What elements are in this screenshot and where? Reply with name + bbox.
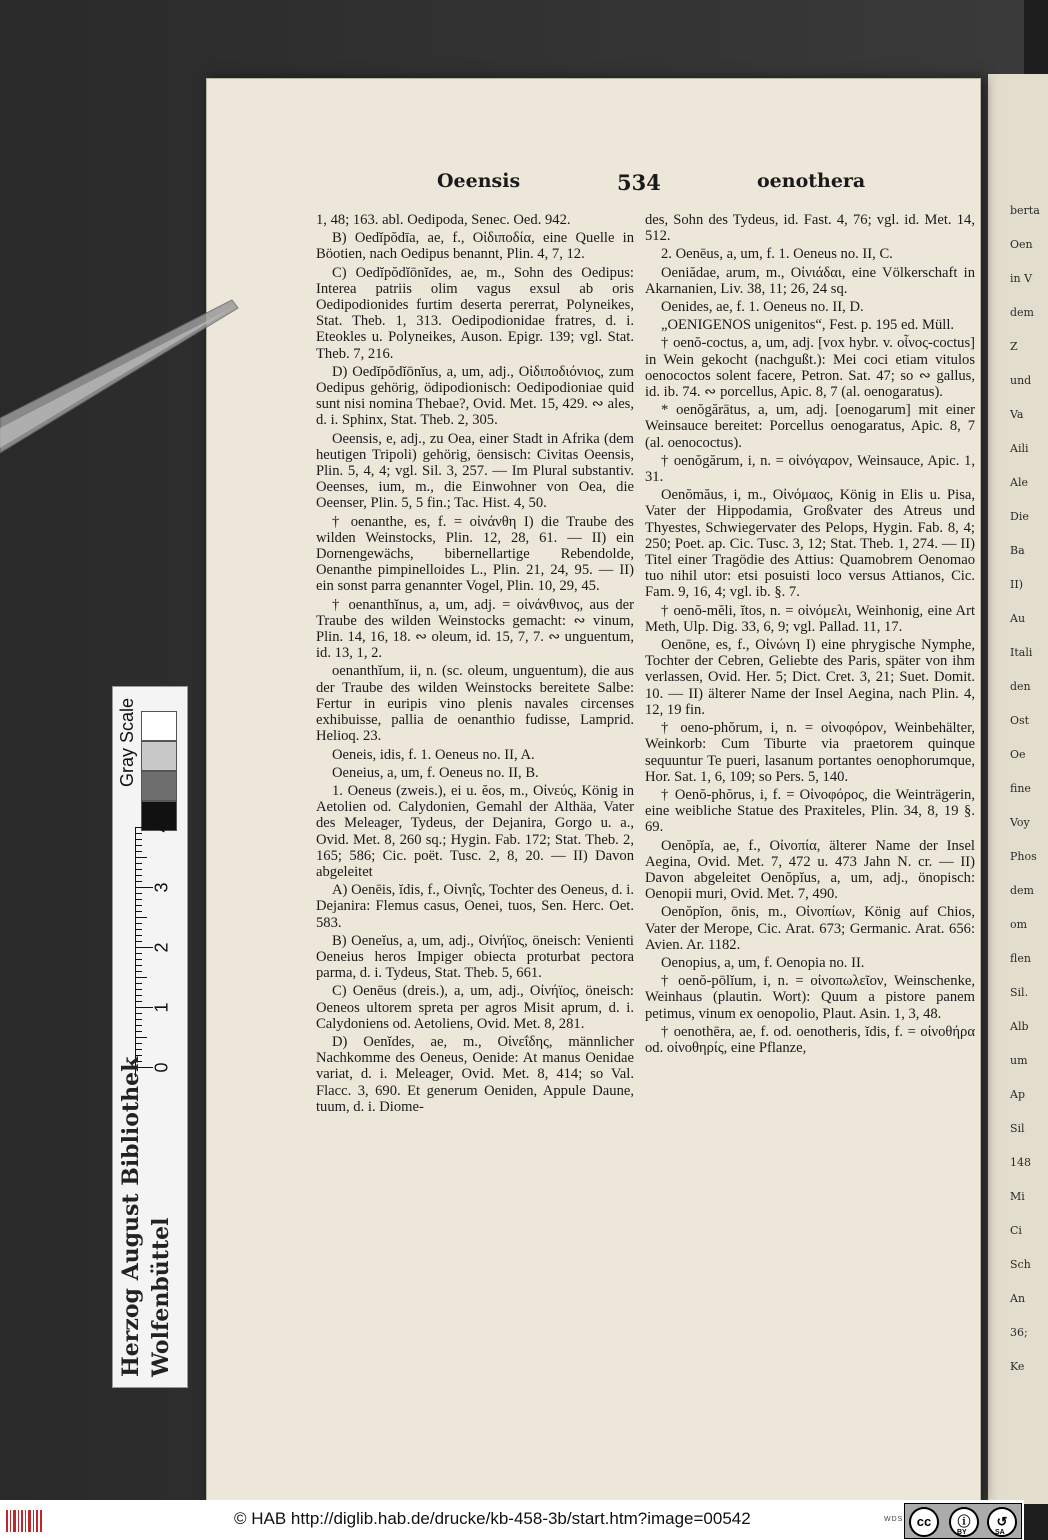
next-page-fragment: Oe <box>1010 748 1026 761</box>
sa-caption: SA <box>995 1529 1005 1536</box>
gray-swatch <box>141 771 177 801</box>
next-page-fragment: Ba <box>1010 544 1025 557</box>
ruler-tick <box>135 971 142 972</box>
next-page-fragment: Z <box>1010 340 1018 353</box>
next-page-fragment: Oen <box>1010 238 1033 251</box>
next-page-fragment: II) <box>1010 578 1023 591</box>
dictionary-entry: B) Oedĭpŏdīa, ae, f., Οἰδιποδία, eine Quelle in Böotien, nach Oedipus benannt, Plin. 4, 7, 12. <box>316 230 634 263</box>
ruler-tick <box>135 833 142 834</box>
ruler-tick <box>135 845 142 846</box>
ruler-tick <box>135 1049 142 1050</box>
ruler-tick <box>135 857 147 858</box>
ruler-line <box>135 827 136 1077</box>
next-page-fragment: dem <box>1010 306 1034 319</box>
next-page-fragment: fine <box>1010 782 1031 795</box>
ruler-number: 0 <box>151 1062 172 1073</box>
by-caption: BY <box>957 1529 967 1536</box>
dictionary-entry: † oenothēra, ae, f. od. oenotheris, ĭdis, f. = οἰνοθήρα od. οἰνοθηρίς, eine Pflanze, <box>645 1023 975 1056</box>
next-page-fragment: 148 <box>1010 1156 1031 1169</box>
gray-scale-card <box>112 686 188 1388</box>
dictionary-entry: C) Oenēus (dreis.), a, um, adj., Οἰνήϊος, öneisch: Oeneos ultorem spreta per agros Misit aprum, d. i. Calydoniens od. Aetoliens, Ovid. Met. 8, 281. <box>316 983 634 1032</box>
gray-swatches <box>141 711 175 823</box>
ruler-tick <box>135 953 142 954</box>
gray-swatch <box>141 741 177 771</box>
ruler-tick <box>135 1001 142 1002</box>
dictionary-entry: 1. Oeneus (zweis.), ei u. ĕos, m., Οἰνεύς, König in Aetolien od. Calydonien, Gemahl der Althäa, Vater des Meleager, Tydeus, der Dejanira, Gorgo u. a., Ovid. Met. 8, 260 sq.; Hygin. Fab. 172; Stat. Theb. 2, 165; 586; Cic. poët. Tusc. 2, 8, 20. — II) Davon abgeleitet <box>316 782 634 880</box>
next-page-fragment: Sch <box>1010 1258 1031 1271</box>
ruler-number: 1 <box>151 1002 172 1013</box>
dictionary-entry: Oeneis, idis, f. 1. Oeneus no. II, A. <box>332 746 535 763</box>
library-name <box>112 1056 186 1387</box>
dictionary-entry: 1, 48; 163. abl. Oedipoda, Senec. Oed. 942. <box>316 212 571 228</box>
ruler-tick <box>135 947 153 948</box>
dictionary-entry: † oenŏ-mĕli, ĭtos, n. = οἰνόμελι, Weinhonig, eine Art Meth, Ulp. Dig. 33, 6, 9; vgl. Pallad. 11, 17. <box>645 602 975 635</box>
ruler-tick <box>135 923 142 924</box>
dictionary-entry: Oeensis, e, adj., zu Oea, einer Stadt in Afrika (dem heutigen Tripoli) gehörig, öensisch: Civitas Oeensis, Plin. 5, 4, 4; vgl. Sil. 3, 257. — Im Plural substantiv. Oeenses, ium, m., die Einwohner von Oea, die Oeenser, Plin. 5, 5 fin.; Tac. Hist. 4, 50. <box>316 430 634 512</box>
next-page-fragment: Ke <box>1010 1360 1025 1373</box>
dictionary-entry: Oenŏpĭon, ōnis, m., Οἰνοπίων, König auf Chios, Vater der Merope, Cic. Arat. 673; Germanic. Arat. 656: Avien. Ar. 1182. <box>645 904 975 953</box>
next-page-fragment: um <box>1010 1054 1028 1067</box>
next-page-fragment: flen <box>1010 952 1031 965</box>
next-page-fragment: Va <box>1010 408 1024 421</box>
sa-icon: ↺ <box>987 1507 1017 1537</box>
dictionary-entry: * oenŏgărātus, a, um, adj. [oenogarum] mit einer Weinsauce bereitet: Porcellus oenogaratus, Apic. 8, 7 (al. oenococtus). <box>645 402 975 451</box>
next-page-fragment: Ost <box>1010 714 1030 727</box>
dictionary-entry: 2. Oenēus, a, um, f. 1. Oeneus no. II, C. <box>661 246 893 263</box>
page-number: 534 <box>617 170 661 195</box>
dictionary-entry: Oenopius, a, um, f. Oenopia no. II. <box>661 954 865 971</box>
gray-swatch <box>141 711 177 741</box>
ruler-tick <box>135 1037 147 1038</box>
by-icon: ⓘ <box>949 1507 979 1537</box>
ruler-tick <box>135 827 153 828</box>
dictionary-entry: † oenŏgărum, i, n. = οἰνόγαρον, Weinsauce, Apic. 1, 31. <box>645 452 975 486</box>
ruler-tick <box>135 893 142 894</box>
ruler-tick <box>135 851 142 852</box>
ruler-tick <box>135 875 142 876</box>
ruler-tick <box>135 881 142 882</box>
ruler-tick <box>135 977 147 978</box>
next-page-fragment: dem <box>1010 884 1034 897</box>
next-page-fragment: Voy <box>1010 816 1030 829</box>
library-line-1: Herzog August Bibliothek <box>118 1056 144 1377</box>
next-page-fragment: Phos <box>1010 850 1037 863</box>
next-page-fragment: Au <box>1010 612 1026 625</box>
ruler-tick <box>135 899 142 900</box>
library-line-2: Wolfenbüttel <box>148 1217 174 1377</box>
ruler-number: 3 <box>151 882 172 893</box>
ruler-tick <box>135 905 142 906</box>
ruler-tick <box>135 935 142 936</box>
next-page-fragment: berta <box>1010 204 1040 217</box>
dictionary-entry: Oenōne, es, f., Οἰνώνη I) eine phrygische Nymphe, Tochter der Cebren, Geliebte des Paris, später von ihm verlassen, Ovid. Her. 5; Dict. Cret. 3, 21; Suet. Domit. 10. — II) älterer Name der Insel Aegina, nach Plin. 4, 12, 19 fin. <box>645 637 975 718</box>
ruler-number: 2 <box>151 942 172 953</box>
footer-small-mark: WDS <box>884 1516 904 1523</box>
ruler-tick <box>135 1007 153 1008</box>
ruler-tick <box>135 1013 142 1014</box>
dictionary-entry: A) Oenēis, ĭdis, f., Οἰνηΐς, Tochter des Oeneus, d. i. Dejanira: Flemus casus, Oenei, tuos, Sen. Herc. Oet. 583. <box>316 882 634 931</box>
ruler-tick <box>135 863 142 864</box>
dictionary-entry: Oenŏpĭa, ae, f., Οἰνοπία, älterer Name der Insel Aegina, Ovid. Met. 7, 472 u. 473 Jahn N. cr. — II) Davon abgeleitet Oenŏpĭus, a, um, adj., önopisch: Oenopii muri, Ovid. Met. 7, 490. <box>645 837 975 903</box>
next-page-fragment: Aili <box>1010 442 1029 455</box>
dictionary-entry: Oenides, ae, f. 1. Oeneus no. II, D. <box>661 299 864 316</box>
ruler-tick <box>135 1019 142 1020</box>
ruler-tick <box>135 911 142 912</box>
gray-scale-label: Gray Scale <box>117 697 137 787</box>
copyright-url[interactable]: © HAB http://diglib.hab.de/drucke/kb-458-3b/start.htm?image=00542 <box>234 1509 751 1528</box>
next-page-fragment: Sil. <box>1010 986 1029 999</box>
header-right-word: oenothera <box>757 170 866 192</box>
next-page-fragment: An <box>1010 1292 1026 1305</box>
next-page-fragment: Sil <box>1010 1122 1025 1135</box>
next-page-fragment: om <box>1010 918 1028 931</box>
barcode-icon <box>6 1510 42 1532</box>
ruler-tick <box>135 1031 142 1032</box>
next-page-fragment: 36; <box>1010 1326 1028 1339</box>
next-page-fragment: Mi <box>1010 1190 1025 1203</box>
right-column <box>645 212 975 1058</box>
next-page-edge <box>988 74 1048 1504</box>
dictionary-entry: „OENIGENOS unigenitos“, Fest. p. 195 ed. Müll. <box>661 317 955 334</box>
dictionary-entry: des, Sohn des Tydeus, id. Fast. 4, 76; vgl. id. Met. 14, 512. <box>645 212 975 245</box>
ruler-tick <box>135 929 142 930</box>
next-page-fragment: Alb <box>1010 1020 1029 1033</box>
ruler-tick <box>135 887 153 888</box>
next-page-fragment: den <box>1010 680 1031 693</box>
ruler-number: 4 <box>151 822 172 833</box>
next-page-fragment: Ap <box>1010 1088 1025 1101</box>
ruler-tick <box>135 1043 142 1044</box>
ruler-tick <box>135 965 142 966</box>
next-page-fragment: Die <box>1010 510 1029 523</box>
ruler-tick <box>135 941 142 942</box>
ruler-tick <box>135 959 142 960</box>
dictionary-entry: D) Oenĭdes, ae, m., Οἰνεΐδης, männlicher Nachkomme des Oeneus, Oenide: At manus Oenidae variat, d. i. Meleager, Ovid. Met. 8, 414; so Val. Flacc. 3, 690. Et generum Oeniden, Appule Daune, tuum, d. i. Diome- <box>316 1033 634 1115</box>
dictionary-entry: C) Oedĭpŏdĭōnĭdes, ae, m., Sohn des Oedipus: Interea patriis olim vagus exsul ab oris Oedipodionides furtim deserta pererrat, Polyneikes, Stat. Theb. 1, 313. Oedipodionidae fratres, d. i. Eteokles u. Polyneikes, Auson. Epigr. 139; vgl. Stat. Theb. 7, 216. <box>316 264 634 362</box>
dictionary-entry: Oeniădae, arum, m., Οἰνιάδαι, eine Völkerschaft in Akarnanien, Liv. 38, 11; 26, 24 sq. <box>645 264 975 297</box>
next-page-fragment: und <box>1010 374 1032 387</box>
cc-license-badge[interactable] <box>904 1503 1022 1539</box>
ruler-tick <box>135 917 147 918</box>
left-column <box>316 212 634 1117</box>
dictionary-entry: † oeno-phŏrum, i, n. = οἰνοφόρον, Weinbehälter, Weinkorb: Cum Tiburte via praetorem quinque sequuntur Te pueri, lasanum portantes oenophorumque, Hor. Sat. 1, 6, 109; so Pers. 5, 140. <box>645 720 975 785</box>
dictionary-entry: † oenŏ-pōlĭum, i, n. = οἰνοπωλεῖον, Weinschenke, Weinhaus (plautin. Wort): Quum a pistore panem petimus, vinum ex oenopolio, Plaut. Asin. 1, 3, 48. <box>645 973 975 1022</box>
dictionary-entry: † Oenŏ-phŏrus, i, f. = Οἰνοφόρος, die Weinträgerin, eine weibliche Statue des Praxiteles, Plin. 34, 8, 19 §. 69. <box>645 786 975 836</box>
dictionary-entry: Oenŏmăus, i, m., Οἰνόμαος, König in Elis u. Pisa, Vater der Hippodamia, Großvater des Atreus und Thyestes, Schwiegervater des Pelops, Hygin. Fab. 8, 4; 250; Poet. ap. Cic. Tusc. 3, 12; Stat. Theb. 1, 274. — II) Titel einer Tragödie des Attius: Quamobrem Oenomao tuo nihil utor: etsi posuisti loco versus Attianos, Cic. Fam. 9, 16, 4; vgl. ib. §. 7. <box>645 487 975 601</box>
dictionary-entry: † oenanthe, es, f. = οἰνάνθη I) die Traube des wilden Weinstocks, Plin. 12, 28, 61. — II) ein Dornengewächs, bibernellartige Rebendolde, Oenanthe pimpinelloides L., Plin. 21, 24, 95. — II) ein sonst parra genannter Vogel, Plin. 10, 29, 45. <box>316 513 634 595</box>
pointer-needle <box>0 248 260 448</box>
dictionary-entry: B) Oeneĭus, a, um, adj., Οἰνήϊος, öneisch: Venienti Oeneius heros Impiger obiecta proturbat pectora parma, d. i. Tydeus, Stat. Theb. 5, 661. <box>316 932 634 982</box>
ruler-tick <box>135 839 142 840</box>
ruler-tick <box>135 995 142 996</box>
next-page-fragment: Ale <box>1010 476 1028 489</box>
next-page-fragment: Ci <box>1010 1224 1022 1237</box>
ruler-tick <box>135 869 142 870</box>
header-left-word: Oeensis <box>437 170 521 192</box>
dictionary-entry: D) Oedĭpŏdĭōnĭus, a, um, adj., Οἰδιποδιόνιος, zum Oedipus gehörig, ödipodionisch: Oedipodioniae quid sunt nisi nomina Thebae?, Ovid. Met. 15, 429. ∾ ales, d. i. Sphinx, Stat. Theb. 2, 305. <box>316 363 634 429</box>
ruler-tick <box>135 983 142 984</box>
dictionary-entry: † oenŏ-coctus, a, um, adj. [vox hybr. v. οἶνος-coctus] in Wein gekocht (nachgußt.): Mei coci etiam vitulos oenococtos solent facere, Petron. Sat. 47; so ∾ gallus, id. ib. 74. ∾ porcellus, Apic. 8, 7 (al. oenogaratus). <box>645 335 975 401</box>
ruler <box>117 822 183 1077</box>
footer-bar <box>0 1500 1024 1540</box>
ruler-tick <box>135 989 142 990</box>
cc-icon: cc <box>909 1507 939 1537</box>
dictionary-entry: † oenanthĭnus, a, um, adj. = οἰνάνθινος, aus der Traube des wilden Weinstocks gemacht: ∾ vinum, Plin. 14, 16, 18. ∾ oleum, id. 15, 7, 7. ∾ unguentum, id. 13, 1, 2. <box>316 596 634 662</box>
running-header <box>205 170 975 196</box>
next-page-fragment: in V <box>1010 272 1033 285</box>
next-page-fragment: Itali <box>1010 646 1033 659</box>
dictionary-entry: oenanthĭum, ii, n. (sc. oleum, unguentum), die aus der Traube des wilden Weinstocks bereitete Salbe: Fertur in euripis vino plenis navales circenses exhibuisse, pallia de oenanthio fudisse, Lamprid. Helioq. 23. <box>316 663 634 745</box>
dictionary-entry: Oeneius, a, um, f. Oeneus no. II, B. <box>332 764 539 781</box>
ruler-tick <box>135 1025 142 1026</box>
